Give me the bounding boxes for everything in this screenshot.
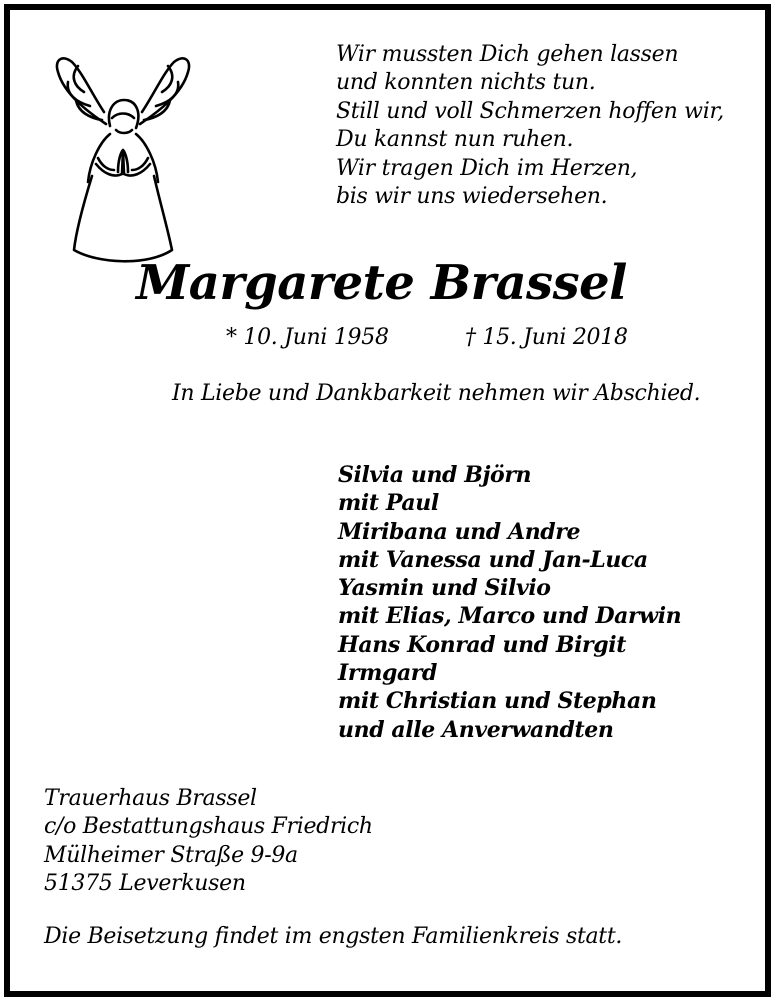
- mourners-list: [338, 461, 681, 744]
- mourner-line: Irmgard: [338, 660, 437, 687]
- address-line: Trauerhaus Brassel: [44, 786, 257, 811]
- mourner-line: mit Elias, Marco und Darwin: [338, 603, 682, 630]
- mourner-line: mit Christian und Stephan: [338, 688, 657, 715]
- poem-line: bis wir uns wiedersehen.: [336, 183, 608, 209]
- mourner-line: Yasmin und Silvio: [338, 575, 551, 602]
- mourner-line: und alle Anverwandten: [338, 716, 614, 743]
- death-date: † 15. Juni 2018: [465, 325, 628, 350]
- birth-date: * 10. Juni 1958: [226, 325, 389, 350]
- address-line: c/o Bestattungshaus Friedrich: [44, 814, 373, 840]
- mourner-line: mit Vanessa und Jan-Luca: [338, 546, 648, 573]
- poem-line: und konnten nichts tun.: [336, 70, 596, 96]
- poem-line: Du kannst nun ruhen.: [336, 127, 574, 153]
- poem-line: Wir mussten Dich gehen lassen: [336, 42, 679, 67]
- mourner-line: mit Paul: [338, 490, 439, 517]
- poem-line: Wir tragen Dich im Herzen,: [336, 155, 638, 181]
- burial-note: Die Beisetzung findet im engsten Familienkreis statt.: [44, 924, 623, 949]
- mourner-line: Miribana und Andre: [338, 518, 581, 545]
- poem-line: Still und voll Schmerzen hoffen wir,: [336, 98, 724, 124]
- address-line: 51375 Leverkusen: [44, 871, 246, 897]
- mourner-line: Silvia und Björn: [338, 462, 532, 488]
- mourning-address: [44, 785, 373, 899]
- praying-angel-icon: [48, 42, 198, 272]
- farewell-text: In Liebe und Dankbarkeit nehmen wir Abschied.: [172, 381, 701, 406]
- mourner-line: Hans Konrad und Birgit: [338, 631, 626, 658]
- deceased-name: Margarete Brassel: [136, 255, 627, 311]
- address-line: Mülheimer Straße 9-9a: [44, 842, 298, 868]
- poem: [336, 41, 724, 211]
